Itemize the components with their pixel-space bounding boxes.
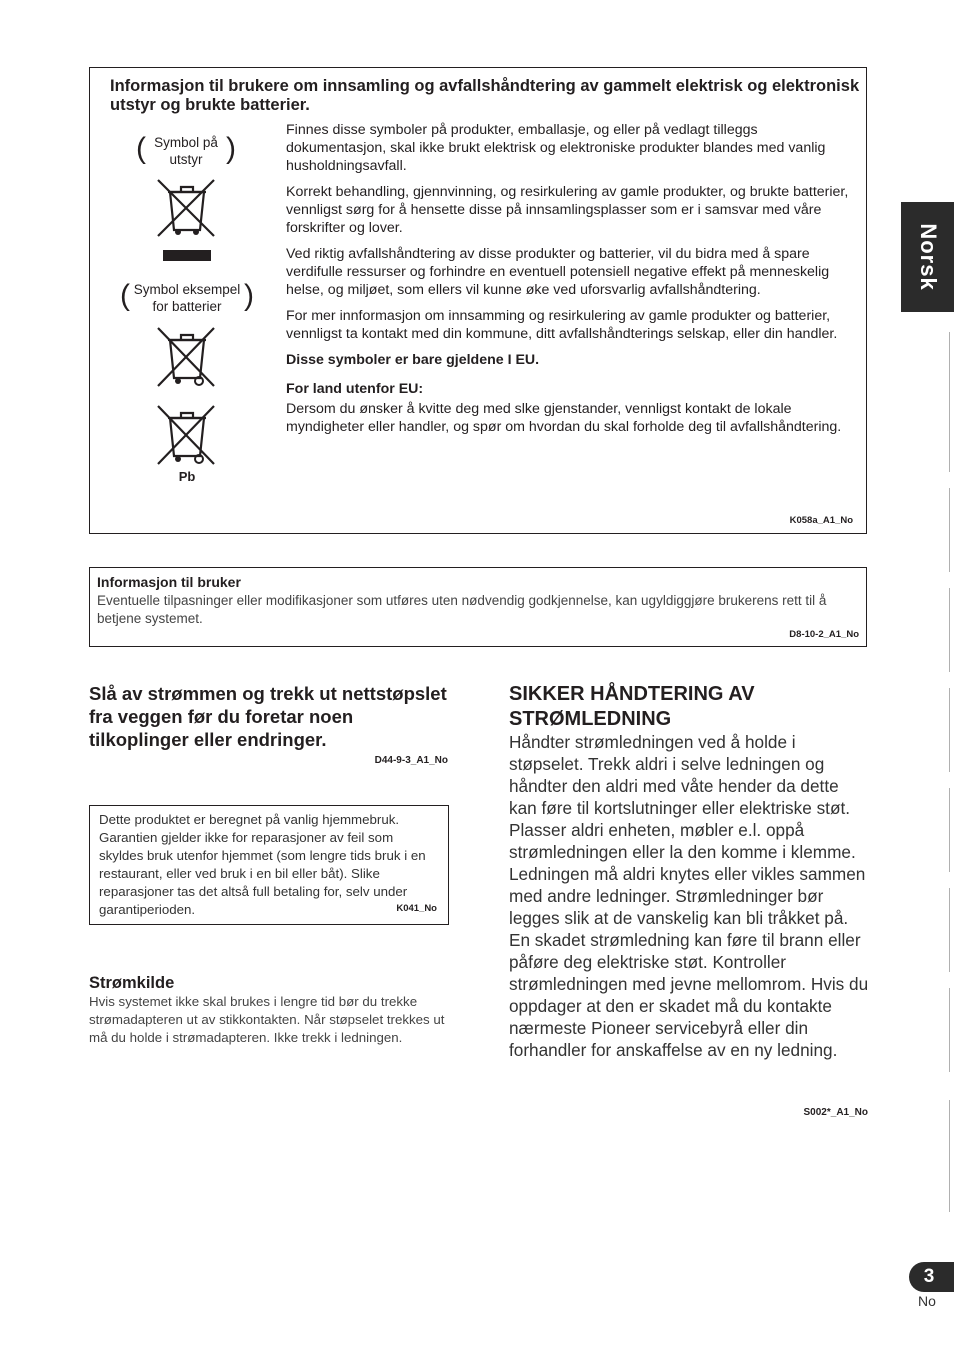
outside-eu-text: Dersom du ønsker å kvitte deg med slke gjenstander, vennligst kontakt de lokale myndigheter eller handler, og spør om hvordan du skal forholde deg til avfallshåndtering. [286,401,842,435]
eu-only-note: Disse symboler er bare gjeldene I EU. [286,352,540,368]
symbol-battery-caption: Symbol eksempel for batterier [133,282,241,314]
safe-handling-code: S002*_A1_No [803,1107,868,1118]
side-divider [949,788,950,872]
symbol-equipment-caption-group: ( Symbol på utstyr ) [136,132,236,167]
side-divider [949,688,950,772]
unplug-warning-code: D44-9-3_A1_No [374,755,448,766]
weee-paragraph: For mer innformasjon om innsamming og resirkulering av gamle produkter og batterier, vennligst ta kontakt med din kommune, ditt avfallshåndterings selskap, eller din handler. [286,308,838,342]
crossed-battery-bin-pb-icon [154,402,220,468]
side-divider [949,988,950,1072]
side-divider [949,332,950,472]
symbol-battery-caption-group: ( Symbol eksempel for batterier ) [120,279,254,314]
safe-handling-text: Håndter strømledningen ved å holde i støpselet. Trekk aldri i selve ledningen og håndter den aldri med våte hender da dette kan føre til kortslutninger eller elektriske støt. Plasser aldri enheten, møbler e.l. oppå strømledningen eller la den komme i klemme. Ledningen må aldri knytes eller vikles sammen med andre ledninger. Strømledninger bør legges slik at de vanskelig kan bli tråkket på. En skadet strømledning kan føre til brann eller påføre deg elektriske støt. Kontroller strømledningen med jevne mellomrom. Hvis du oppdager at den er skadet må du kontakte nærmeste Pioneer servicebyrå eller din forhandler for anskaffelse av en ny ledning. [509,732,869,1060]
language-side-tab [901,202,954,312]
power-source-text: Hvis systemet ikke skal brukes i lengre tid bør du trekke strømadapteren ut av stikkontakten. Når støpselet trekkes ut må du holde i strømadapteren. Ikke trekk i ledningen. [89,994,445,1045]
weee-info-box [89,67,867,534]
home-use-text: Dette produktet er beregnet på vanlig hjemmebruk. Garantien gjelder ikke for reparasjoner av feil som skyldes bruk utenfor hjemmet (som lengre tids bruk i en restaurant, eller ved bruk i en bil eller båt). Slike reparasjoner tas det altså full betaling for, selv under garantiperioden. [99,812,426,917]
page-number: 3 [923,1266,935,1287]
weee-paragraph: Ved riktig avfallshåndtering av disse produkter og batterier, vil du bidra med å spare verdifulle ressurser og forhindre en eventuell potensiell negative effekt på menneskelig helse, og miljøet, som ellers vil kunne øke ved uforsvarlig avfallshåndtering. [286,246,830,298]
side-divider [949,488,950,572]
symbol-equipment-caption: Symbol på utstyr [154,135,218,167]
home-use-code: K041_No [396,903,437,914]
solid-bar-mark [163,250,211,261]
side-divider [949,1100,950,1212]
unplug-warning-heading: Slå av strømmen og trekk ut nettstøpslet fra veggen før du foretar noen tilkoplinger eller endringer. [89,683,447,750]
page-number-badge [909,1262,954,1292]
weee-paragraph: Finnes disse symboler på produkter, emballasje, og eller på vedlagt tilleggs dokumentasjon, skal ikke brukt elektrisk og elektroniske produkter blandes med vanlig husholdningsavfall. [286,122,826,174]
language-side-tab-label: Norsk [915,223,941,291]
weee-paragraph: Korrekt behandling, gjennvinning, og resirkulering av gamle produkter, og brukte batterier, vennligst sørg for å hensette disse på innsamlingsplasser som er i samsvar med våre forskrifter og lover. [286,184,849,236]
weee-title: Informasjon til brukere om innsamling og avfallshåndtering av gammelt elektrisk og elektronisk utstyr og brukte batterier. [110,77,860,114]
weee-code: K058a_A1_No [789,515,853,526]
crossed-bin-icon [154,176,220,240]
weee-text [286,121,856,444]
crossed-battery-bin-icon [154,324,220,390]
user-info-box [89,567,867,647]
side-divider [949,888,950,972]
page-language-code: No [918,1293,936,1309]
user-info-text: Eventuelle tilpasninger eller modifikasjoner som utføres uten nødvendig godkjennelse, kan ugyldiggjøre brukerens rett til å betjene systemet. [97,593,827,626]
power-source-title: Strømkilde [89,974,175,992]
user-info-code: D8-10-2_A1_No [789,629,859,640]
outside-eu-title: For land utenfor EU: [286,381,424,397]
pb-label: Pb [178,469,196,484]
safe-handling-heading: SIKKER HÅNDTERING AV STRØMLEDNING [509,683,755,730]
home-use-box [89,805,449,925]
user-info-title: Informasjon til bruker [97,574,241,590]
side-divider [949,588,950,672]
